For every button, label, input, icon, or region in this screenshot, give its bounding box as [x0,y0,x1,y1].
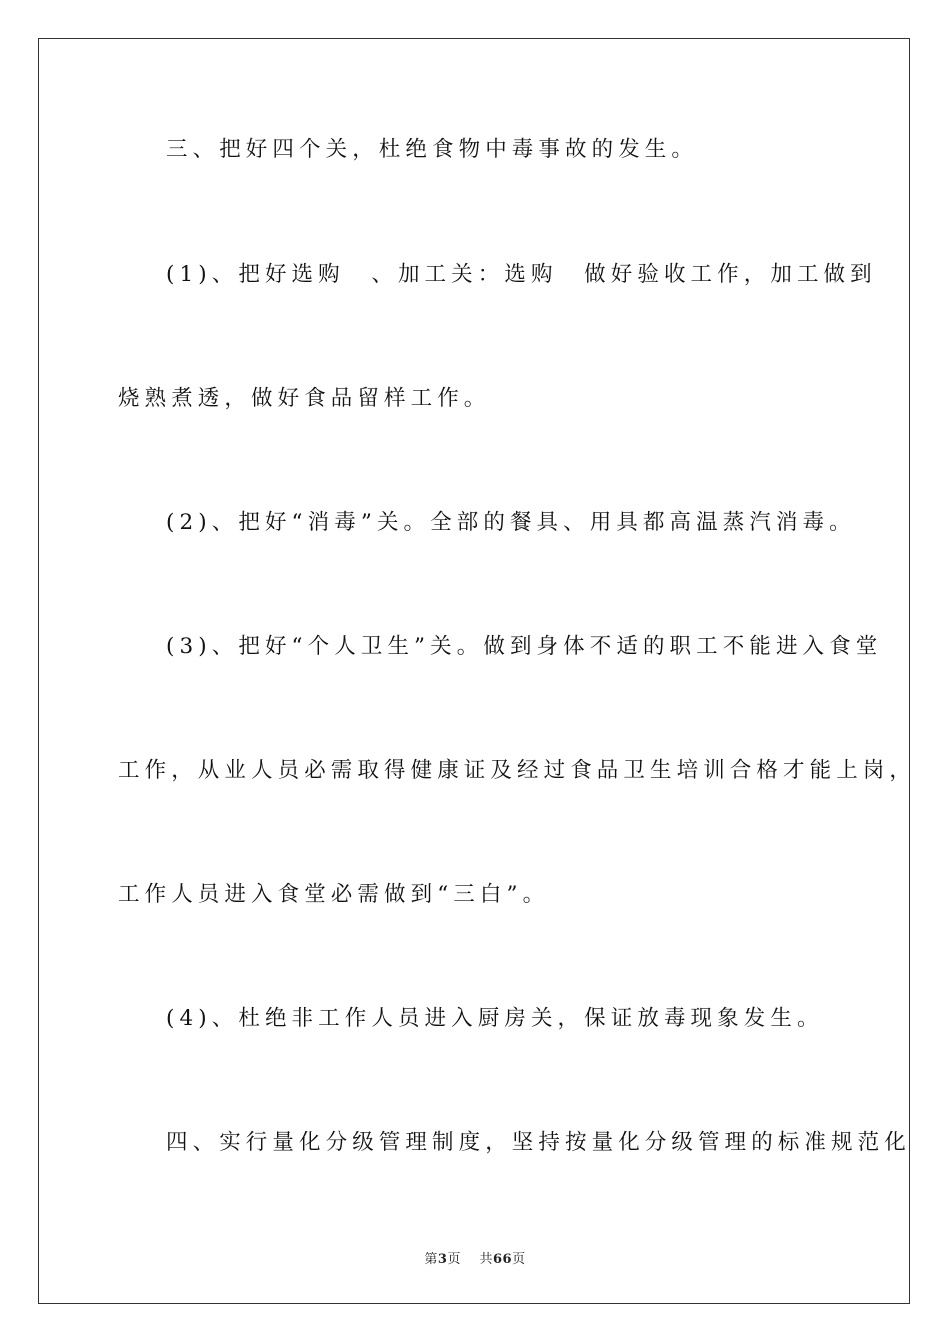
paragraph-line-7: 工作人员进入食堂必需做到“三白”。 [118,882,550,907]
paragraph-line-9: 四、实行量化分级管理制度，坚持按量化分级管理的标准规范化 [166,1130,911,1155]
footer-page-prefix: 第 [424,1252,438,1267]
footer-page-suffix: 页 [447,1252,461,1267]
paragraph-line-1: 三、把好四个关，杜绝食物中毒事故的发生。 [166,137,699,162]
paragraph-line-4: (2)、把好“消毒”关。全部的餐具、用具都高温蒸汽消毒。 [166,510,856,535]
footer-total-suffix: 页 [512,1252,526,1267]
paragraph-line-2: (1)、把好选购 、加工关：选购 做好验收工作，加工做到 [166,262,877,287]
page-footer [0,1248,950,1267]
footer-total-pages: 66 [493,1252,513,1267]
paragraph-line-3: 烧熟煮透，做好食品留样工作。 [118,386,491,411]
footer-total-prefix: 共 [479,1252,493,1267]
paragraph-line-8: (4)、杜绝非工作人员进入厨房关，保证放毒现象发生。 [166,1006,824,1031]
page-border [38,38,917,1304]
paragraph-line-6: 工作，从业人员必需取得健康证及经过食品卫生培训合格才能上岗， [118,758,917,783]
footer-current-page: 3 [437,1252,448,1267]
paragraph-line-5: (3)、把好“个人卫生”关。做到身体不适的职工不能进入食堂 [166,634,883,659]
